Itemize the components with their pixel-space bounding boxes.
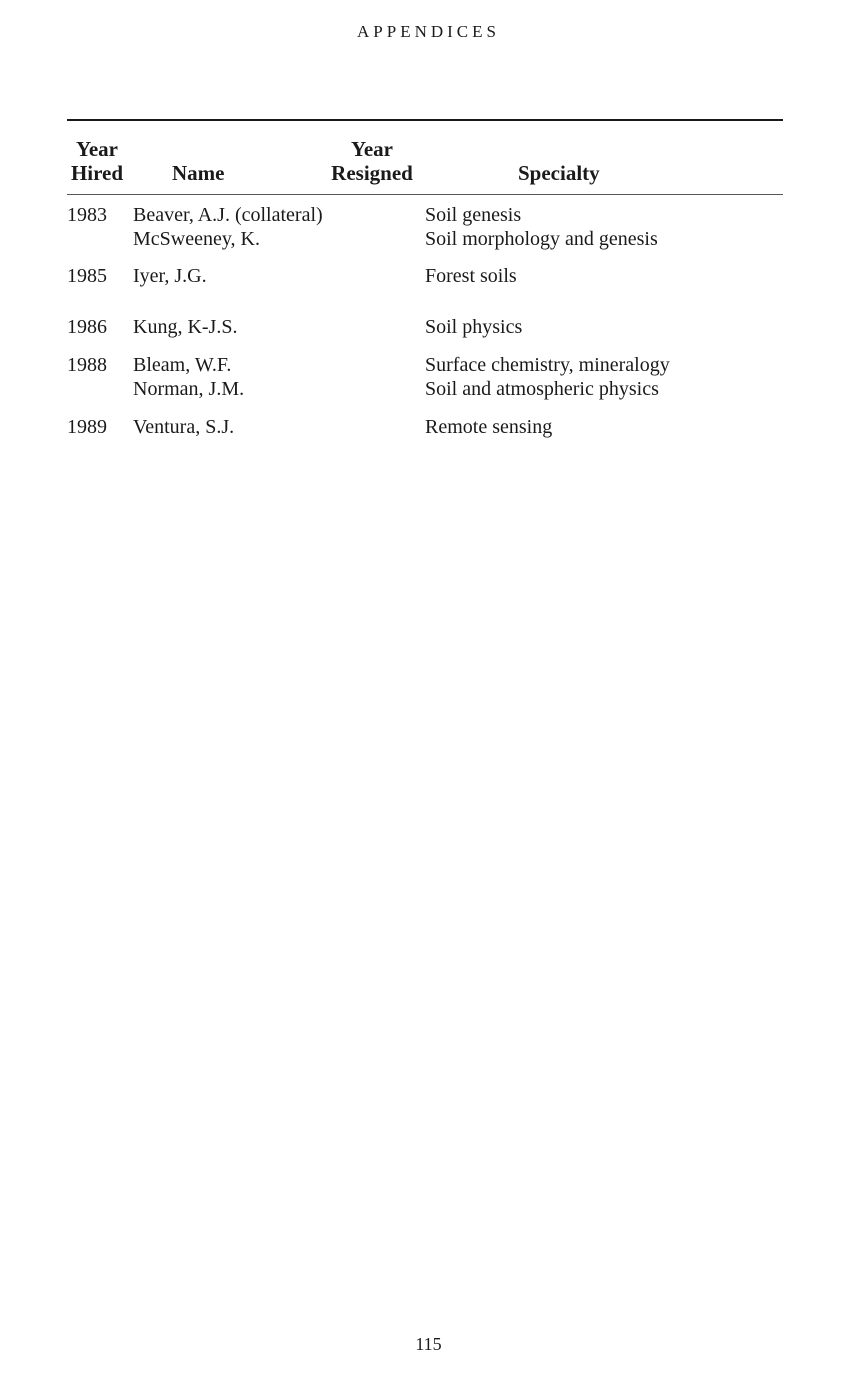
header-year-resigned-line1: Year (351, 137, 393, 161)
row-specialty: Remote sensing (425, 416, 553, 438)
row-year: 1989 (67, 416, 107, 438)
row-year: 1983 (67, 204, 107, 226)
row-name: Ventura, S.J. (133, 416, 235, 438)
row-specialty: Soil morphology and genesis (425, 228, 658, 250)
header-year-hired-line2: Hired (70, 161, 124, 185)
header-name: Name (172, 161, 225, 185)
header-year-hired-line1: Year (76, 137, 118, 161)
row-name: Kung, K-J.S. (133, 316, 238, 338)
page-number: 115 (415, 1334, 442, 1354)
row-name: Iyer, J.G. (133, 265, 207, 287)
row-name: Norman, J.M. (133, 378, 245, 400)
row-name: Beaver, A.J. (collateral) (133, 204, 323, 226)
header-year-resigned-line2: Resigned (331, 161, 413, 185)
row-specialty: Forest soils (425, 265, 517, 287)
row-year: 1986 (67, 316, 107, 338)
header-specialty: Specialty (518, 161, 600, 185)
row-name: Bleam, W.F. (133, 354, 232, 376)
row-year: 1985 (67, 265, 107, 287)
row-specialty: Soil genesis (425, 204, 522, 226)
row-specialty: Soil physics (425, 316, 523, 338)
row-specialty: Soil and atmospheric physics (425, 378, 659, 400)
header-year-resigned (326, 137, 418, 185)
table-header-rule (67, 194, 783, 195)
table-top-rule (67, 119, 783, 121)
row-specialty: Surface chemistry, mineralogy (425, 354, 670, 376)
row-name: McSweeney, K. (133, 228, 261, 250)
header-year-hired (67, 137, 127, 185)
row-year: 1988 (67, 354, 107, 376)
running-head: APPENDICES (357, 22, 500, 41)
